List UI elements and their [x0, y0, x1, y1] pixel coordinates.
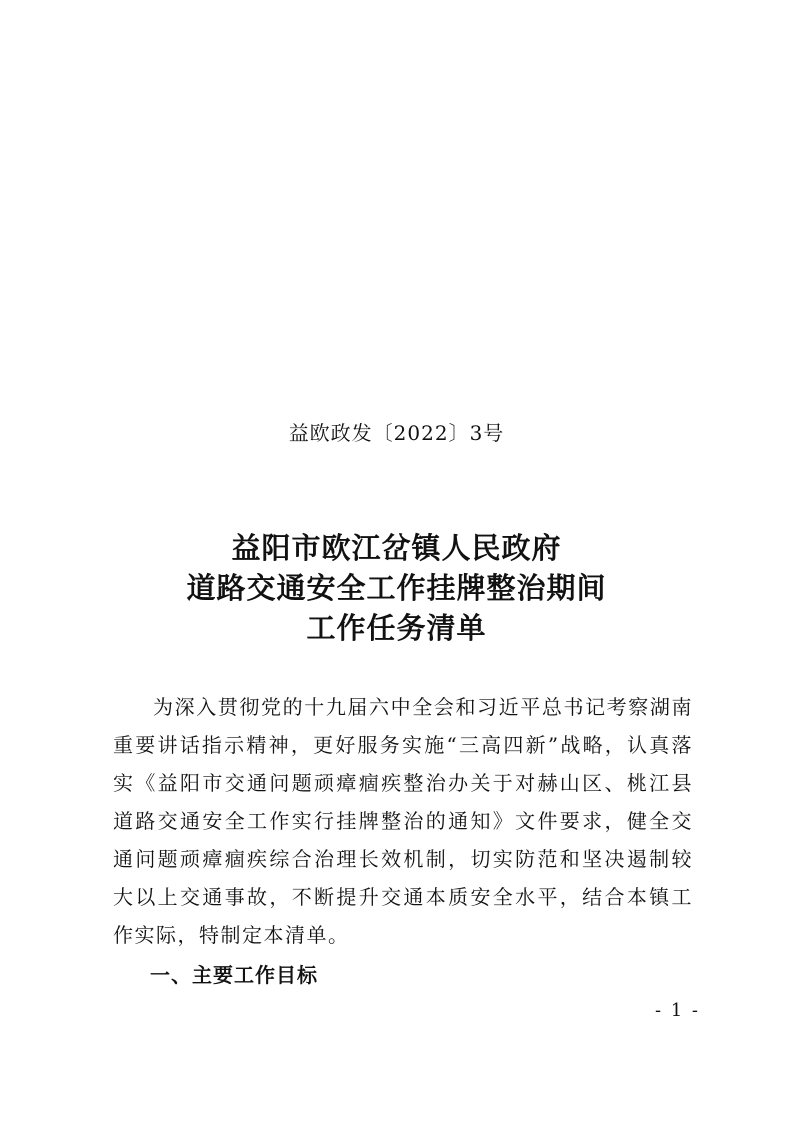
section-heading-main-goals: 一、主要工作目标: [150, 963, 318, 987]
intro-paragraph: 为深入贯彻党的十九届六中全会和习近平总书记考察湖南重要讲话指示精神，更好服务实施“三高四新”战略，认真落实《益阳市交通问题顽瘴痼疾整治办关于对赫山区、桃江县道路交通安全工作实行挂牌整治的通知》文件要求，健全交通问题顽瘴痼疾综合治理长效机制，切实防范和坚决遏制较大以上交通事故，不断提升交通本质安全水平，结合本镇工作实际，特制定本清单。: [113, 695, 693, 947]
page-number: - 1 -: [654, 1000, 700, 1021]
document-title: [0, 528, 793, 648]
title-line-1: 益阳市欧江岔镇人民政府: [231, 531, 562, 565]
title-line-3: 工作任务清单: [306, 611, 487, 645]
document-number: 益欧政发〔2022〕3号: [288, 421, 505, 445]
title-line-2: 道路交通安全工作挂牌整治期间: [186, 571, 607, 605]
